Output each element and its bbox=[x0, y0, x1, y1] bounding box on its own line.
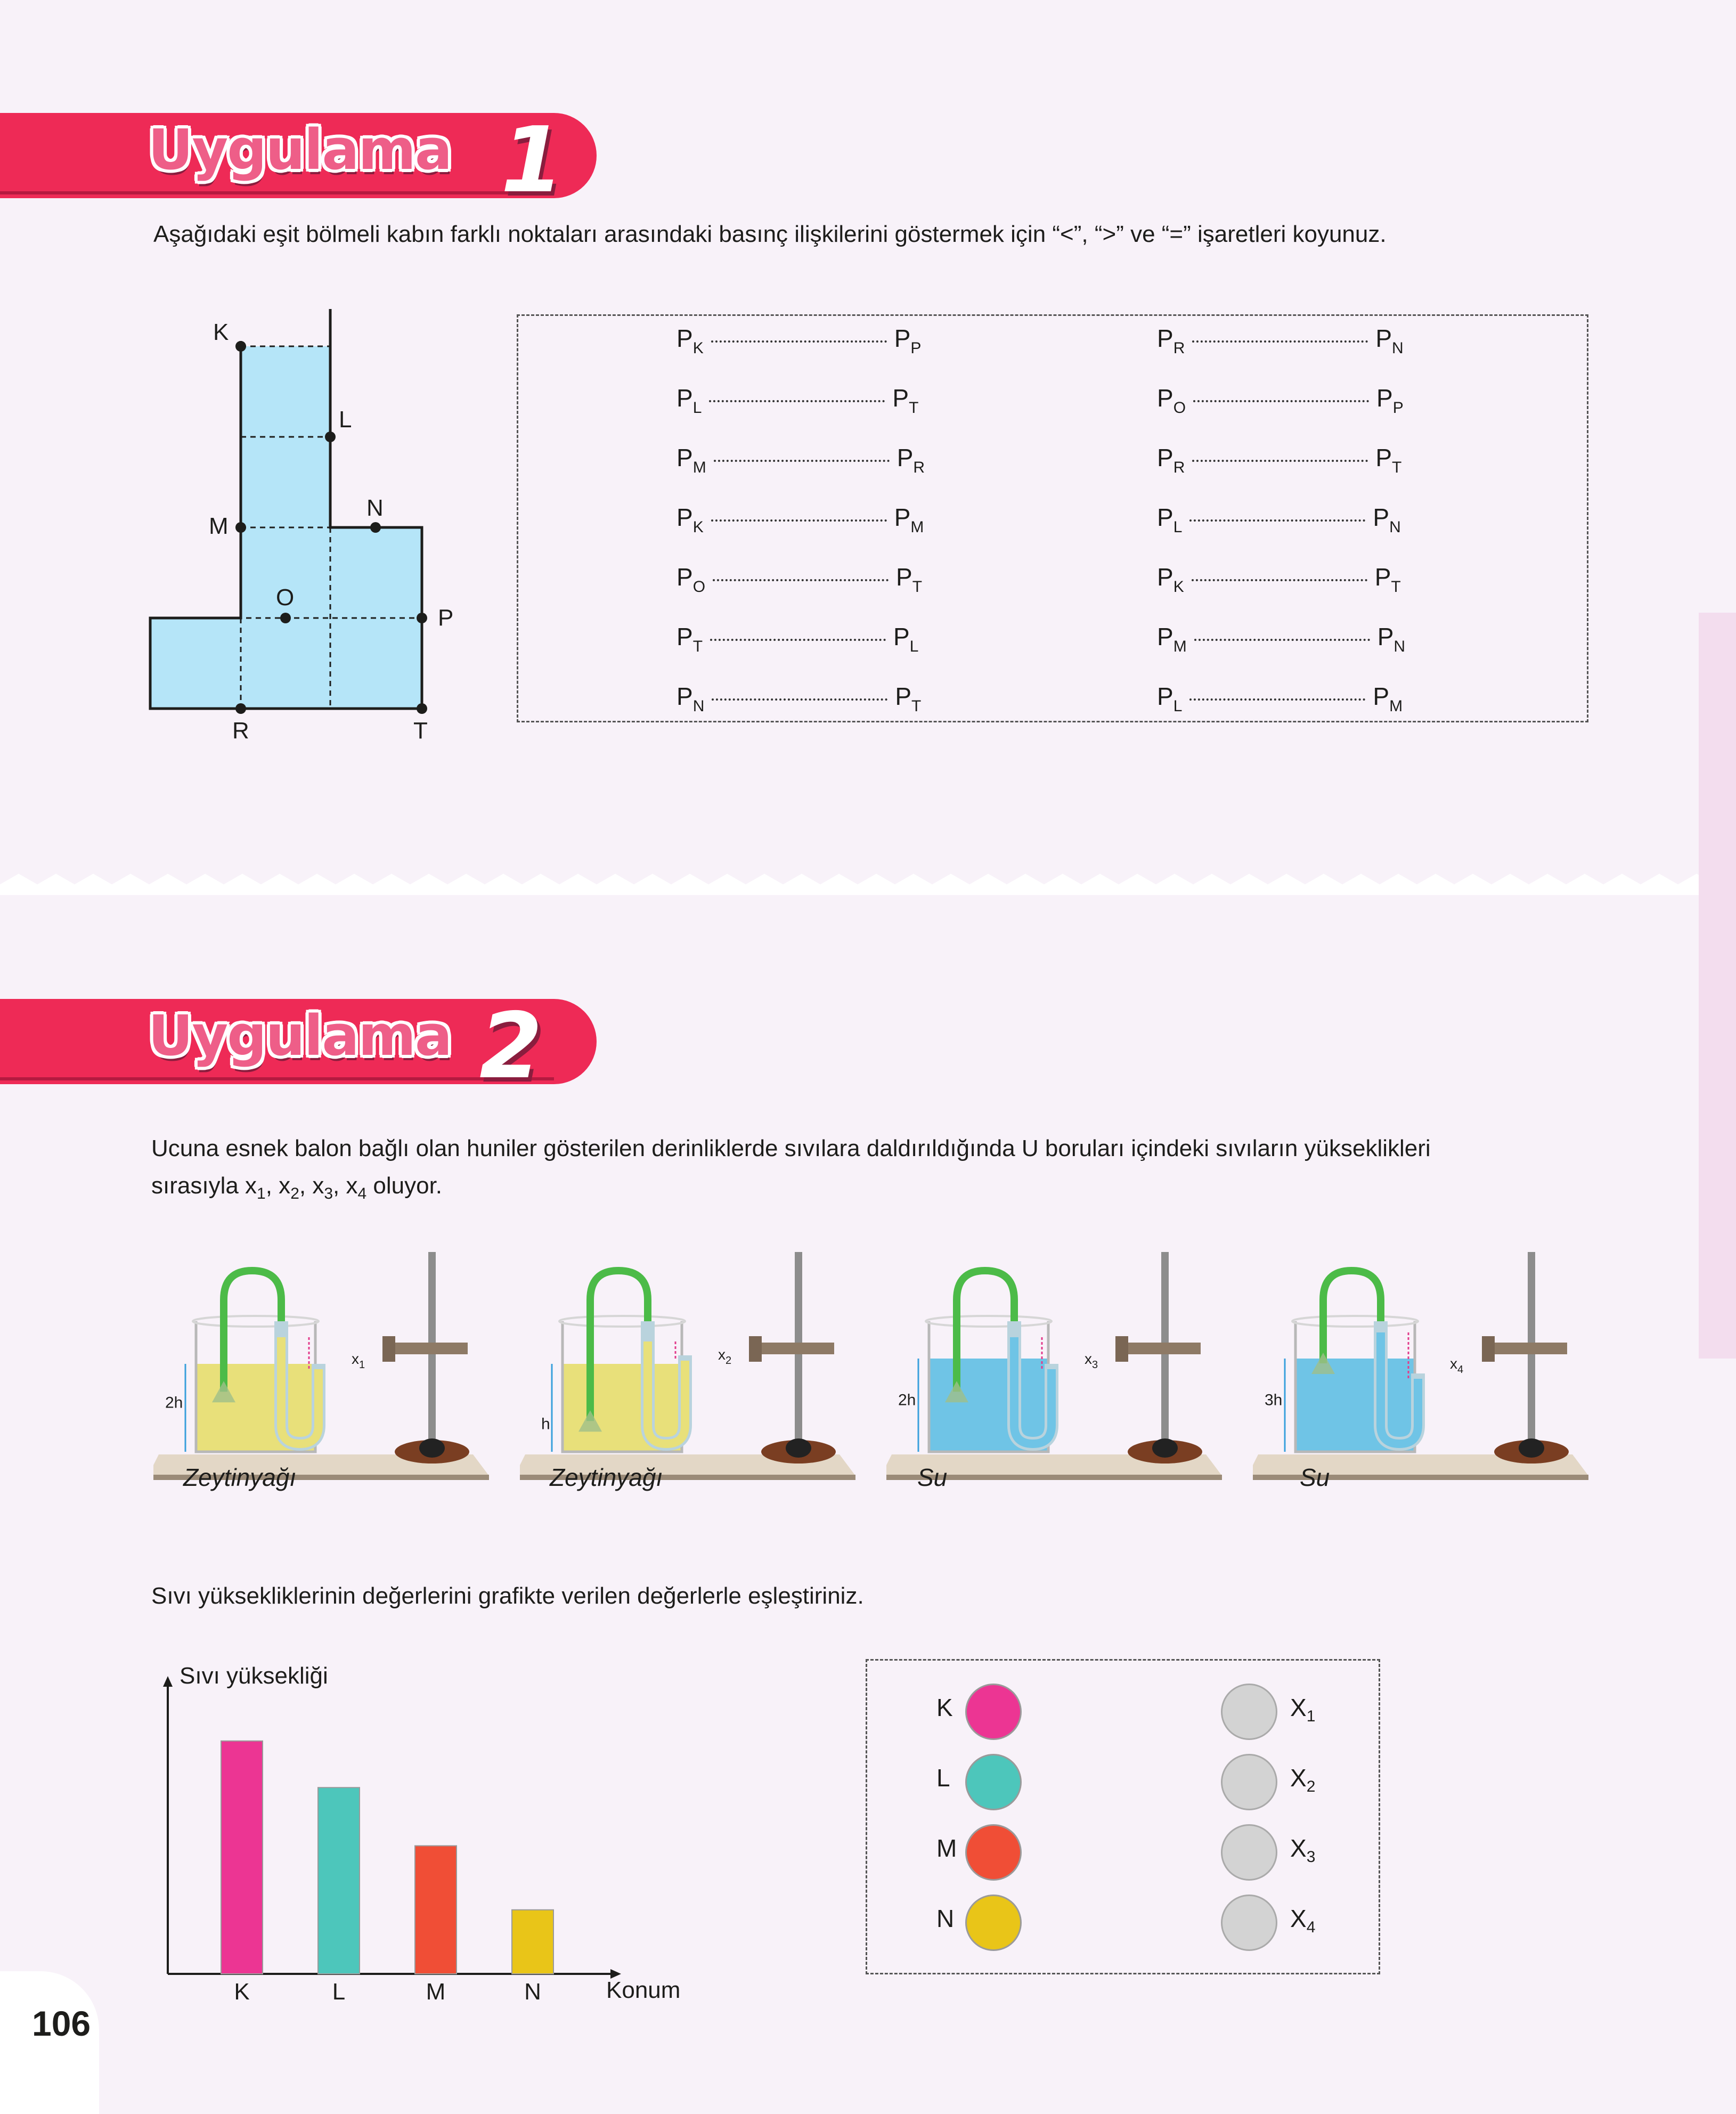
section1-title: Uygulama bbox=[148, 117, 452, 182]
depth-label: 2h bbox=[165, 1394, 183, 1412]
section2-banner bbox=[0, 994, 607, 1099]
pressure-b: $P_T$ bbox=[895, 682, 922, 715]
match-right-dot-x1[interactable] bbox=[1221, 1684, 1277, 1740]
answer-blank[interactable] bbox=[709, 400, 885, 402]
match-left-dot-n[interactable] bbox=[965, 1895, 1022, 1951]
pressure-a: $P_K$ bbox=[677, 503, 704, 536]
line2-prefix: sırasıyla x bbox=[151, 1173, 257, 1199]
relation-right-3[interactable] bbox=[1157, 503, 1401, 536]
pressure-a: $P_K$ bbox=[677, 324, 704, 357]
x-label: $x_2$ bbox=[718, 1346, 732, 1367]
answer-blank[interactable] bbox=[1194, 639, 1370, 641]
pressure-a: $P_R$ bbox=[1157, 324, 1185, 357]
depth-label: 3h bbox=[1265, 1391, 1283, 1409]
match-right-label-x4: $X_4$ bbox=[1290, 1905, 1316, 1937]
depth-label: 2h bbox=[898, 1391, 916, 1409]
point-n bbox=[370, 522, 381, 533]
x-axis-label: Konum bbox=[606, 1977, 681, 2003]
relation-right-2[interactable] bbox=[1157, 443, 1401, 477]
height-bar-chart bbox=[144, 1657, 708, 2009]
pressure-a: $P_L$ bbox=[1157, 682, 1183, 715]
x-label: $x_3$ bbox=[1085, 1351, 1098, 1371]
match-right-dot-x3[interactable] bbox=[1221, 1824, 1277, 1881]
answer-blank[interactable] bbox=[714, 460, 890, 462]
section2-title: Uygulama bbox=[148, 1003, 452, 1068]
liquid-caption-4: Su bbox=[1300, 1463, 1330, 1491]
depth-label: h bbox=[541, 1415, 550, 1433]
pressure-b: $P_M$ bbox=[894, 503, 924, 536]
section2-instruction-line2: sırasıyla $x_1$, $x_2$, $x_3$, $x_4$ oluyor. bbox=[151, 1173, 443, 1202]
answer-blank[interactable] bbox=[713, 579, 889, 581]
point-k bbox=[235, 341, 246, 352]
relation-right-0[interactable] bbox=[1157, 324, 1404, 357]
match-left-dot-l[interactable] bbox=[965, 1754, 1022, 1810]
pressure-a: $P_O$ bbox=[677, 563, 706, 596]
x-label: $x_4$ bbox=[1450, 1355, 1464, 1376]
pressure-a: $P_L$ bbox=[1157, 503, 1183, 536]
pressure-b: $P_P$ bbox=[1376, 384, 1404, 417]
side-tab bbox=[1699, 613, 1736, 1359]
container-diagram bbox=[128, 304, 501, 762]
match-instruction: Sıvı yüksekliklerinin değerlerini grafikte verilen değerlerle eşleştiriniz. bbox=[151, 1583, 864, 1609]
label-k: K bbox=[213, 319, 229, 345]
pressure-b: $P_P$ bbox=[894, 324, 922, 357]
relation-left-2[interactable] bbox=[677, 443, 925, 477]
point-l bbox=[325, 432, 336, 442]
pressure-a: $P_L$ bbox=[677, 384, 702, 417]
pressure-a: $P_M$ bbox=[677, 444, 706, 476]
answer-blank[interactable] bbox=[1193, 400, 1369, 402]
tick-label-l: L bbox=[332, 1979, 346, 2005]
label-o: O bbox=[276, 584, 295, 611]
pressure-b: $P_N$ bbox=[1373, 503, 1401, 536]
pressure-a: $P_T$ bbox=[677, 623, 703, 655]
label-p: P bbox=[438, 605, 454, 631]
answer-blank[interactable] bbox=[1192, 460, 1368, 462]
tick-label-n: N bbox=[524, 1979, 541, 2005]
label-l: L bbox=[339, 406, 352, 433]
liquid-caption-1: Zeytinyağı bbox=[183, 1463, 297, 1491]
bar-n bbox=[512, 1910, 553, 1974]
section1-banner bbox=[0, 108, 607, 213]
answer-blank[interactable] bbox=[710, 639, 886, 641]
match-right-label-x3: $X_3$ bbox=[1290, 1834, 1316, 1866]
answer-blank[interactable] bbox=[1189, 698, 1365, 701]
tick-label-k: K bbox=[234, 1979, 250, 2005]
section2-instruction-line1: Ucuna esnek balon bağlı olan huniler gösterilen derinliklerde sıvılara daldırıldığında U boruları içindeki sıvıların yükseklikleri bbox=[151, 1135, 1431, 1161]
page-number-badge bbox=[0, 1971, 99, 2114]
point-m bbox=[235, 522, 246, 533]
answer-blank[interactable] bbox=[1192, 579, 1367, 581]
clamp bbox=[754, 1343, 834, 1354]
pressure-b: $P_N$ bbox=[1377, 623, 1406, 655]
clamp bbox=[1487, 1343, 1567, 1354]
match-right-dot-x2[interactable] bbox=[1221, 1754, 1277, 1810]
pressure-a: $P_K$ bbox=[1157, 563, 1184, 596]
relation-left-0[interactable] bbox=[677, 324, 921, 357]
pressure-b: $P_L$ bbox=[893, 623, 919, 655]
answer-blank[interactable] bbox=[1189, 519, 1365, 522]
answer-blank[interactable] bbox=[711, 340, 887, 343]
relation-right-1[interactable] bbox=[1157, 384, 1404, 417]
pressure-b: $P_N$ bbox=[1375, 324, 1404, 357]
match-left-label-k: K bbox=[936, 1694, 953, 1721]
label-t: T bbox=[413, 718, 428, 744]
pressure-b: $P_T$ bbox=[1375, 444, 1402, 476]
pressure-a: $P_N$ bbox=[677, 682, 705, 715]
label-r: R bbox=[232, 718, 249, 744]
bar-k bbox=[221, 1741, 263, 1974]
relation-right-4[interactable] bbox=[1157, 563, 1401, 596]
clamp bbox=[388, 1343, 468, 1354]
section2-number: 2 bbox=[479, 994, 543, 1099]
tick-label-m: M bbox=[426, 1979, 446, 2005]
match-left-dot-m[interactable] bbox=[965, 1824, 1022, 1881]
answer-blank[interactable] bbox=[1192, 340, 1368, 343]
point-o bbox=[280, 613, 291, 623]
match-left-label-n: N bbox=[936, 1905, 955, 1932]
pressure-b: $P_T$ bbox=[892, 384, 919, 417]
liquid-caption-3: Su bbox=[917, 1463, 948, 1491]
pressure-a: $P_O$ bbox=[1157, 384, 1186, 417]
pressure-a: $P_M$ bbox=[1157, 623, 1187, 655]
section1-number: 1 bbox=[501, 108, 564, 213]
y-axis-arrow bbox=[163, 1676, 173, 1687]
y-axis-label: Sıvı yüksekliği bbox=[180, 1663, 328, 1689]
relation-left-4[interactable] bbox=[677, 563, 922, 596]
label-n: N bbox=[366, 495, 384, 521]
point-t bbox=[417, 703, 427, 714]
page-number: 106 bbox=[32, 2004, 91, 2043]
relation-left-5[interactable] bbox=[677, 622, 918, 656]
bar-m bbox=[415, 1846, 457, 1974]
match-left-dot-k[interactable] bbox=[965, 1684, 1022, 1740]
match-left-label-m: M bbox=[936, 1834, 957, 1862]
bar-l bbox=[318, 1787, 360, 1974]
answer-blank[interactable] bbox=[711, 519, 887, 522]
relation-left-1[interactable] bbox=[677, 384, 918, 417]
relation-right-5[interactable] bbox=[1157, 622, 1405, 656]
pressure-a: $P_R$ bbox=[1157, 444, 1185, 476]
liquid-caption-2: Zeytinyağı bbox=[550, 1463, 663, 1491]
point-p bbox=[417, 613, 427, 623]
clamp bbox=[1121, 1343, 1201, 1354]
pressure-b: $P_M$ bbox=[1373, 682, 1403, 715]
zigzag-divider bbox=[0, 852, 1699, 906]
answer-blank[interactable] bbox=[712, 698, 887, 701]
x-label: $x_1$ bbox=[352, 1351, 365, 1371]
pressure-b: $P_T$ bbox=[1374, 563, 1401, 596]
label-m: M bbox=[209, 513, 229, 539]
section1-instruction: Aşağıdaki eşit bölmeli kabın farklı noktaları arasındaki basınç ilişkilerini göstermek için “<”, “>” ve “=” işaretleri koyunuz. bbox=[153, 221, 1387, 247]
pressure-b: $P_R$ bbox=[896, 444, 925, 476]
relation-left-6[interactable] bbox=[677, 682, 921, 715]
match-left-label-l: L bbox=[936, 1764, 950, 1792]
match-right-label-x2: $X_2$ bbox=[1290, 1764, 1316, 1796]
match-right-dot-x4[interactable] bbox=[1221, 1895, 1277, 1951]
relation-right-6[interactable] bbox=[1157, 682, 1403, 715]
pressure-b: $P_T$ bbox=[896, 563, 923, 596]
line2-suffix: oluyor. bbox=[366, 1173, 443, 1199]
point-r bbox=[235, 703, 246, 714]
relation-left-3[interactable] bbox=[677, 503, 924, 536]
match-right-label-x1: $X_1$ bbox=[1290, 1694, 1316, 1726]
